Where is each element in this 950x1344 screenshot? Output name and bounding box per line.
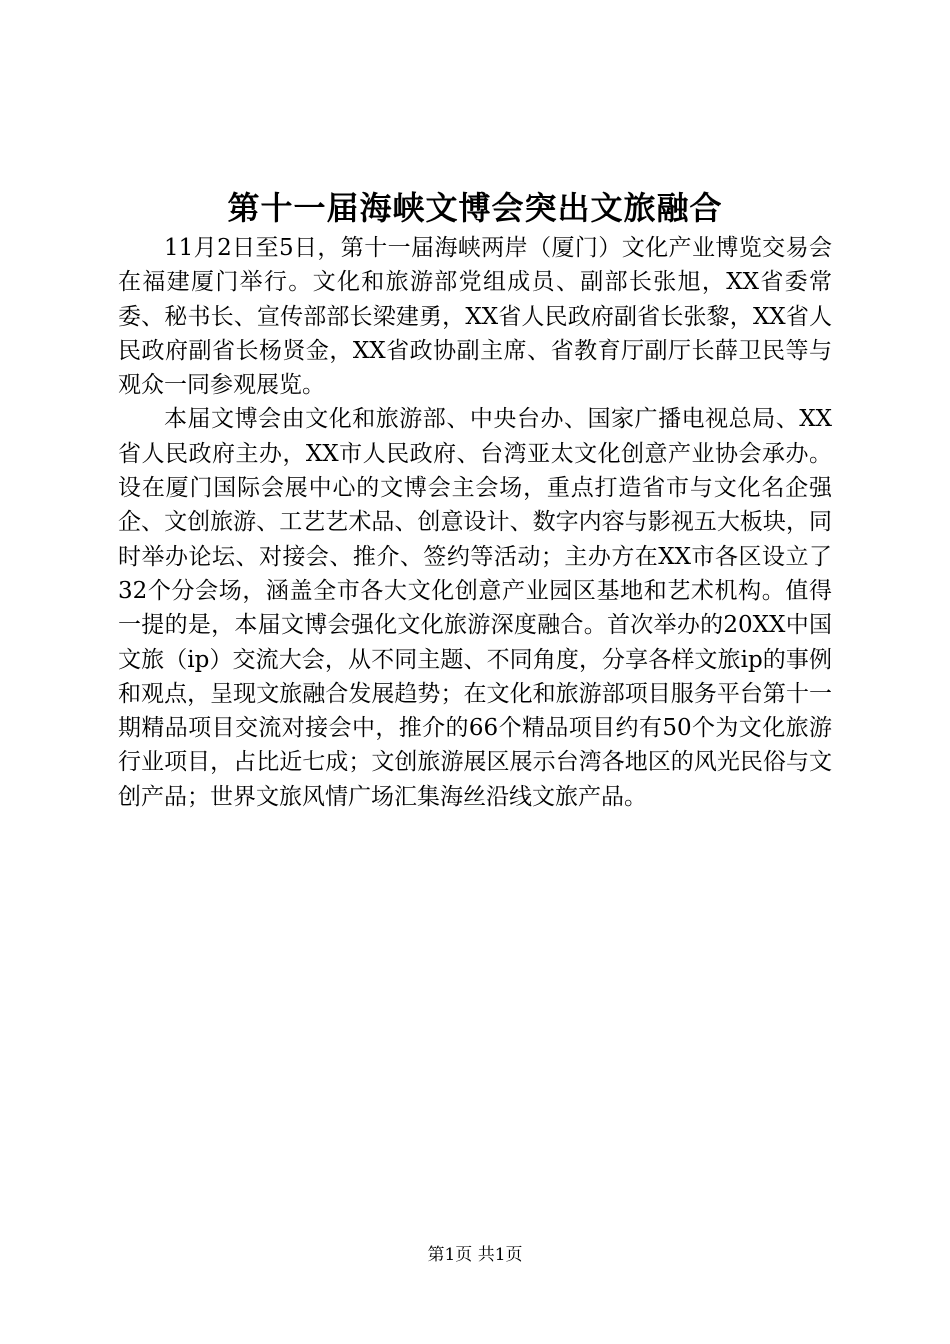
document-title: 第十一届海峡文博会突出文旅融合 (227, 189, 723, 227)
body-paragraph-1: 11月2日至5日，第十一届海峡两岸（厦门）文化产业博览交易会在福建厦门举行。文化和旅游部党组成员、副部长张旭，XX省委常委、秘书长、宣传部部长梁建勇，XX省人民政府副省长张黎，XX省人民政府副省长杨贤金，XX省政协副主席、省教育厅副厅长薛卫民等与观众一同参观展览。 (118, 235, 832, 399)
page-number-footer: 第1页 共1页 (427, 1245, 523, 1265)
document-body (118, 231, 832, 814)
body-paragraph-2: 本届文博会由文化和旅游部、中央台办、国家广播电视总局、XX省人民政府主办，XX市人民政府、台湾亚太文化创意产业协会承办。设在厦门国际会展中心的文博会主会场，重点打造省市与文化名企强企、文创旅游、工艺艺术品、创意设计、数字内容与影视五大板块，同时举办论坛、对接会、推介、签约等活动；主办方在XX市各区设立了32个分会场，涵盖全市各大文化创意产业园区基地和艺术机构。值得一提的是，本届文博会强化文化旅游深度融合。首次举办的20XX中国文旅（ip）交流大会，从不同主题、不同角度，分享各样文旅ip的事例和观点，呈现文旅融合发展趋势；在文化和旅游部项目服务平台第十一期精品项目交流对接会中，推介的66个精品项目约有50个为文化旅游行业项目，占比近七成；文创旅游展区展示台湾各地区的风光民俗与文创产品；世界文旅风情广场汇集海丝沿线文旅产品。 (118, 406, 832, 810)
